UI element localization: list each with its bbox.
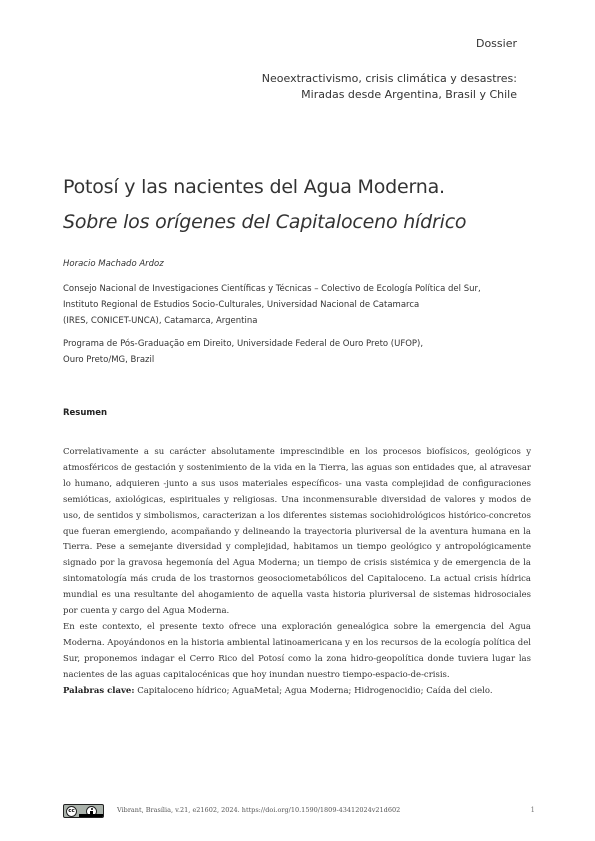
affiliation-line: Programa de Pós-Graduação em Direito, Universidade Federal de Ouro Preto (UFOP), xyxy=(63,339,424,349)
affiliation-line: Consejo Nacional de Investigaciones Científicas y Técnicas – Colectivo de Ecología Política del Sur, xyxy=(63,284,481,294)
citation-doi[interactable]: Vibrant, Brasília, v.21, e21602, 2024. https://doi.org/10.1590/1809-43412024v21d602 xyxy=(117,806,401,814)
article-title: Potosí y las nacientes del Agua Moderna. xyxy=(63,176,445,198)
abstract-paragraph: En este contexto, el presente texto ofrece una exploración genealógica sobre la emergencia del Agua Moderna. Apoyándonos en la historia ambiental latinoamericana y en los recursos de la ecología política del Sur, proponemos indagar el Cerro Rico del Potosí como la zona hidro-geopolítica donde tuviera lugar las nacientes de las aguas capitalocénicas que hoy inundan nuestro tiempo-espacio-de-crisis. xyxy=(63,621,531,680)
abstract-body xyxy=(63,445,531,700)
keywords-list: Capitaloceno hídrico; AguaMetal; Agua Moderna; Hidrogenocidio; Caída del cielo. xyxy=(137,685,493,696)
abstract-heading: Resumen xyxy=(63,408,108,418)
affiliation-2 xyxy=(63,336,533,368)
section-label: Dossier xyxy=(475,37,517,50)
author-name: Horacio Machado Ardoz xyxy=(63,259,164,269)
cc-by-icon[interactable] xyxy=(63,804,104,818)
page-number: 1 xyxy=(530,806,535,814)
affiliation-1 xyxy=(63,281,533,329)
affiliation-line: (IRES, CONICET-UNCA), Catamarca, Argentina xyxy=(63,316,258,326)
dossier-line-1: Neoextractivismo, crisis climática y desastres: xyxy=(261,72,517,85)
license-bar xyxy=(79,814,104,817)
keywords xyxy=(63,684,531,700)
affiliation-line: Ouro Preto/MG, Brazil xyxy=(63,355,155,365)
cc-icon: cc xyxy=(66,806,77,817)
dossier-line-2: Miradas desde Argentina, Brasil y Chile xyxy=(301,88,517,101)
abstract-paragraph: Correlativamente a su carácter absolutamente imprescindible en los procesos biofísicos, geológicos y atmosféricos de gestación y sostenimiento de la vida en la Tierra, las aguas son entidades que, al atravesar lo humano, adquieren -junto a sus usos materiales específicos- una vasta complejidad de configuraciones semióticas, axiológicas, espirituales y religiosas. Una inconmensurable diversidad de valores y modos de uso, de sentidos y simbolismos, caracterizan a los diferentes sistemas sociohidrológicos histórico-concretos que fueran emergiendo, acompañando y delineando la trayectoria pluriversal de la aventura humana en la Tierra. Pese a semejante diversidad y complejidad, habitamos un tiempo geológico y antropológicamente signado por la gravosa hegemonía del Agua Moderna; un tiempo de crisis sistémica y de emergencia de la sintomatología más cruda de los trastornos geosociometabólicos del Capitaloceno. La actual crisis hídrica mundial es una resultante del ahogamiento de aquella vasta historia pluriversal de sistemas hidrosociales por cuenta y cargo del Agua Moderna. xyxy=(63,447,531,617)
dossier-title xyxy=(197,71,517,103)
article-subtitle: Sobre los orígenes del Capitaloceno hídrico xyxy=(63,211,467,233)
affiliation-line: Instituto Regional de Estudios Socio-Culturales, Universidad Nacional de Catamarca xyxy=(63,300,420,310)
page-footer xyxy=(63,804,535,818)
keywords-label: Palabras clave: xyxy=(63,685,135,696)
